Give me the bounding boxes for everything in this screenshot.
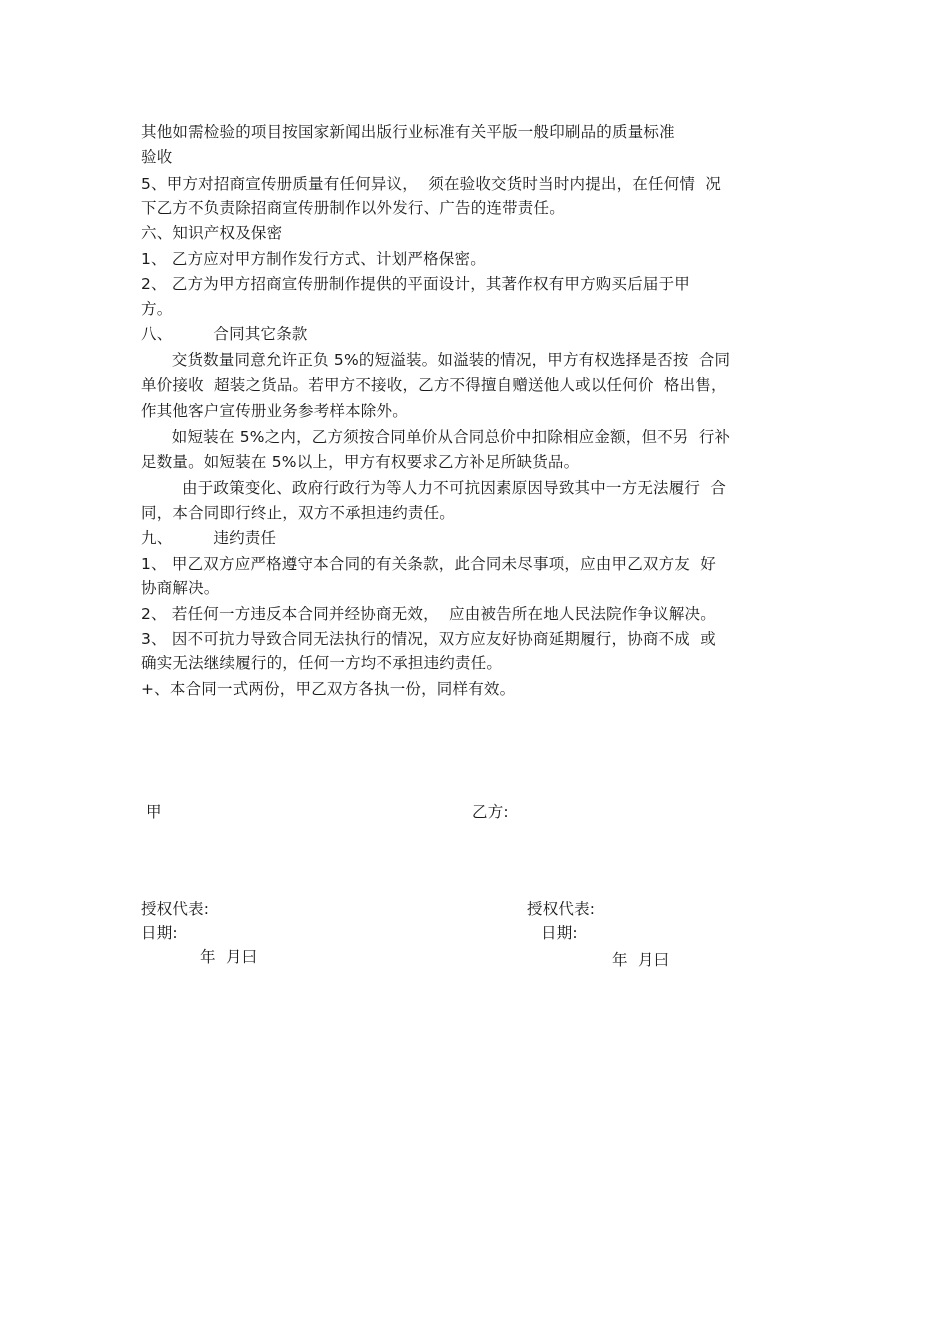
clause-inspection-line-2: 验收 bbox=[141, 148, 173, 166]
section-9-item-3-line-1: 3、 因不可抗力导致合同无法执行的情况，双方应友好协商延期履行，协商不成 或 bbox=[141, 630, 716, 648]
section-8-para-3-line-1: 由于政策变化、政府行政行为等人力不可抗因素原因导致其中一方无法履行 合 bbox=[141, 479, 727, 497]
party-a-date-label: 日期: bbox=[141, 924, 178, 942]
section-8-para-2-line-2: 足数量。如短装在 5%以上，甲方有权要求乙方补足所缺货品。 bbox=[141, 453, 580, 471]
clause-5-line-2: 下乙方不负责除招商宣传册制作以外发行、广告的连带责任。 bbox=[141, 199, 565, 217]
section-6-item-2-line-1: 2、 乙方为甲方招商宣传册制作提供的平面设计，其著作权有甲方购买后届于甲 bbox=[141, 275, 690, 293]
section-8-para-3-line-2: 同，本合同即行终止，双方不承担违约责任。 bbox=[141, 504, 456, 522]
party-a-date-value: 年 月曰 bbox=[200, 948, 258, 966]
section-10-clause: +、本合同一式两份，甲乙双方各执一份，同样有效。 bbox=[141, 680, 516, 698]
section-8-para-1-line-2: 单价接收 超装之货品。若甲方不接收，乙方不得擅自赠送他人或以任何价 格出售， bbox=[141, 376, 727, 394]
section-9-heading: 九、 违约责任 bbox=[141, 529, 277, 547]
section-8-para-1-line-1: 交货数量同意允许正负 5%的短溢装。如溢装的情况，甲方有权选择是否按 合同 bbox=[141, 351, 731, 369]
party-a-representative-label: 授权代表: bbox=[141, 900, 210, 918]
party-b-label: 乙方: bbox=[472, 803, 509, 821]
clause-5-line-1: 5、甲方对招商宣传册质量有任何异议， 须在验收交货时当时内提出，在任何情 况 bbox=[141, 175, 722, 193]
party-b-date-value: 年 月曰 bbox=[612, 951, 670, 969]
section-8-heading: 八、 合同其它条款 bbox=[141, 325, 308, 343]
party-b-representative-label: 授权代表: bbox=[527, 900, 596, 918]
section-8-para-2-line-1: 如短装在 5%之内，乙方须按合同单价从合同总价中扣除相应金额，但不另 行补 bbox=[141, 428, 731, 446]
party-b-date-label: 日期: bbox=[541, 924, 578, 942]
section-6-heading: 六、知识产权及保密 bbox=[141, 224, 283, 242]
section-8-para-1-line-3: 作其他客户宣传册业务参考样本除外。 bbox=[141, 402, 408, 420]
party-a-label: 甲 bbox=[146, 803, 162, 821]
section-9-item-1-line-1: 1、 甲乙双方应严格遵守本合同的有关条款，此合同未尽事项，应由甲乙双方友 好 bbox=[141, 555, 716, 573]
section-9-item-3-line-2: 确实无法继续履行的，任何一方均不承担违约责任。 bbox=[141, 654, 503, 672]
clause-inspection-line-1: 其他如需检验的项目按国家新闻出版行业标准有关平版一般印刷品的质量标准 bbox=[141, 123, 675, 141]
section-9-item-1-line-2: 协商解决。 bbox=[141, 579, 220, 597]
section-9-item-2: 2、 若任何一方违反本合同并经协商无效， 应由被告所在地人民法院作争议解决。 bbox=[141, 605, 716, 623]
section-6-item-2-line-2: 方。 bbox=[141, 300, 173, 318]
section-6-item-1: 1、 乙方应对甲方制作发行方式、计划严格保密。 bbox=[141, 250, 486, 268]
